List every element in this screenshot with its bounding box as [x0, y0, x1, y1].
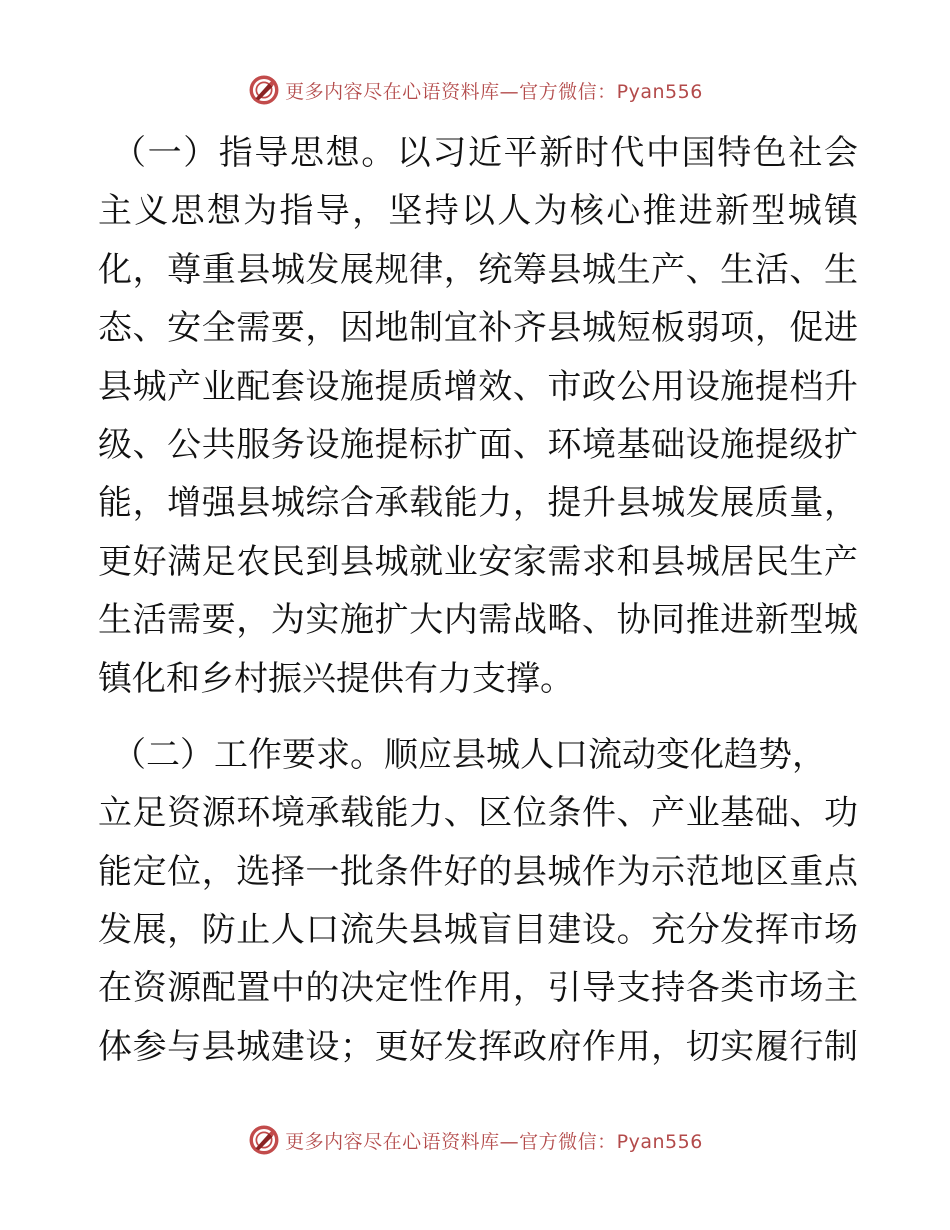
paragraph-spacer [98, 708, 858, 726]
text-line: 发展，防止人口流失县城盲目建设。充分发挥市场 [98, 910, 858, 951]
paragraph-work-requirements [98, 726, 858, 1076]
text-line: 能，增强县城综合承载能力，提升县城发展质量， [98, 483, 858, 524]
document-body [98, 124, 858, 1076]
text-line: 镇化和乡村振兴提供有力支撑。 [98, 658, 574, 699]
pen-logo-icon [247, 73, 281, 107]
text-line: 态、安全需要，因地制宜补齐县城短板弱项，促进 [98, 308, 858, 349]
text-line: 更好满足农民到县城就业安家需求和县城居民生产 [98, 541, 858, 582]
text-line: （二）工作要求。顺应县城人口流动变化趋势， [112, 734, 826, 775]
text-line: 在资源配置中的决定性作用，引导支持各类市场主 [98, 968, 858, 1009]
text-line: 立足资源环境承载能力、区位条件、产业基础、功 [98, 793, 858, 834]
paragraph-guiding-ideology [98, 124, 858, 708]
text-line: 化，尊重县城发展规律，统筹县城生产、生活、生 [98, 249, 858, 290]
text-line: 级、公共服务设施提标扩面、环境基础设施提级扩 [98, 424, 858, 465]
text-line: （一）指导思想。以习近平新时代中国特色社会 [112, 133, 858, 173]
text-line: 生活需要，为实施扩大内需战略、协同推进新型城 [98, 600, 858, 641]
watermark-footer [0, 1122, 950, 1158]
text-line: 主义思想为指导，坚持以人为核心推进新型城镇 [98, 191, 858, 232]
pen-logo-icon [247, 1123, 281, 1157]
text-line: 能定位，选择一批条件好的县城作为示范地区重点 [98, 851, 858, 892]
text-line: 体参与县城建设；更好发挥政府作用，切实履行制 [98, 1026, 858, 1067]
watermark-text: 更多内容尽在心语资料库—官方微信：Pyan556 [285, 80, 703, 103]
watermark-text: 更多内容尽在心语资料库—官方微信：Pyan556 [285, 1130, 703, 1153]
text-line: 县城产业配套设施提质增效、市政公用设施提档升 [98, 366, 858, 407]
watermark-header [0, 72, 950, 108]
